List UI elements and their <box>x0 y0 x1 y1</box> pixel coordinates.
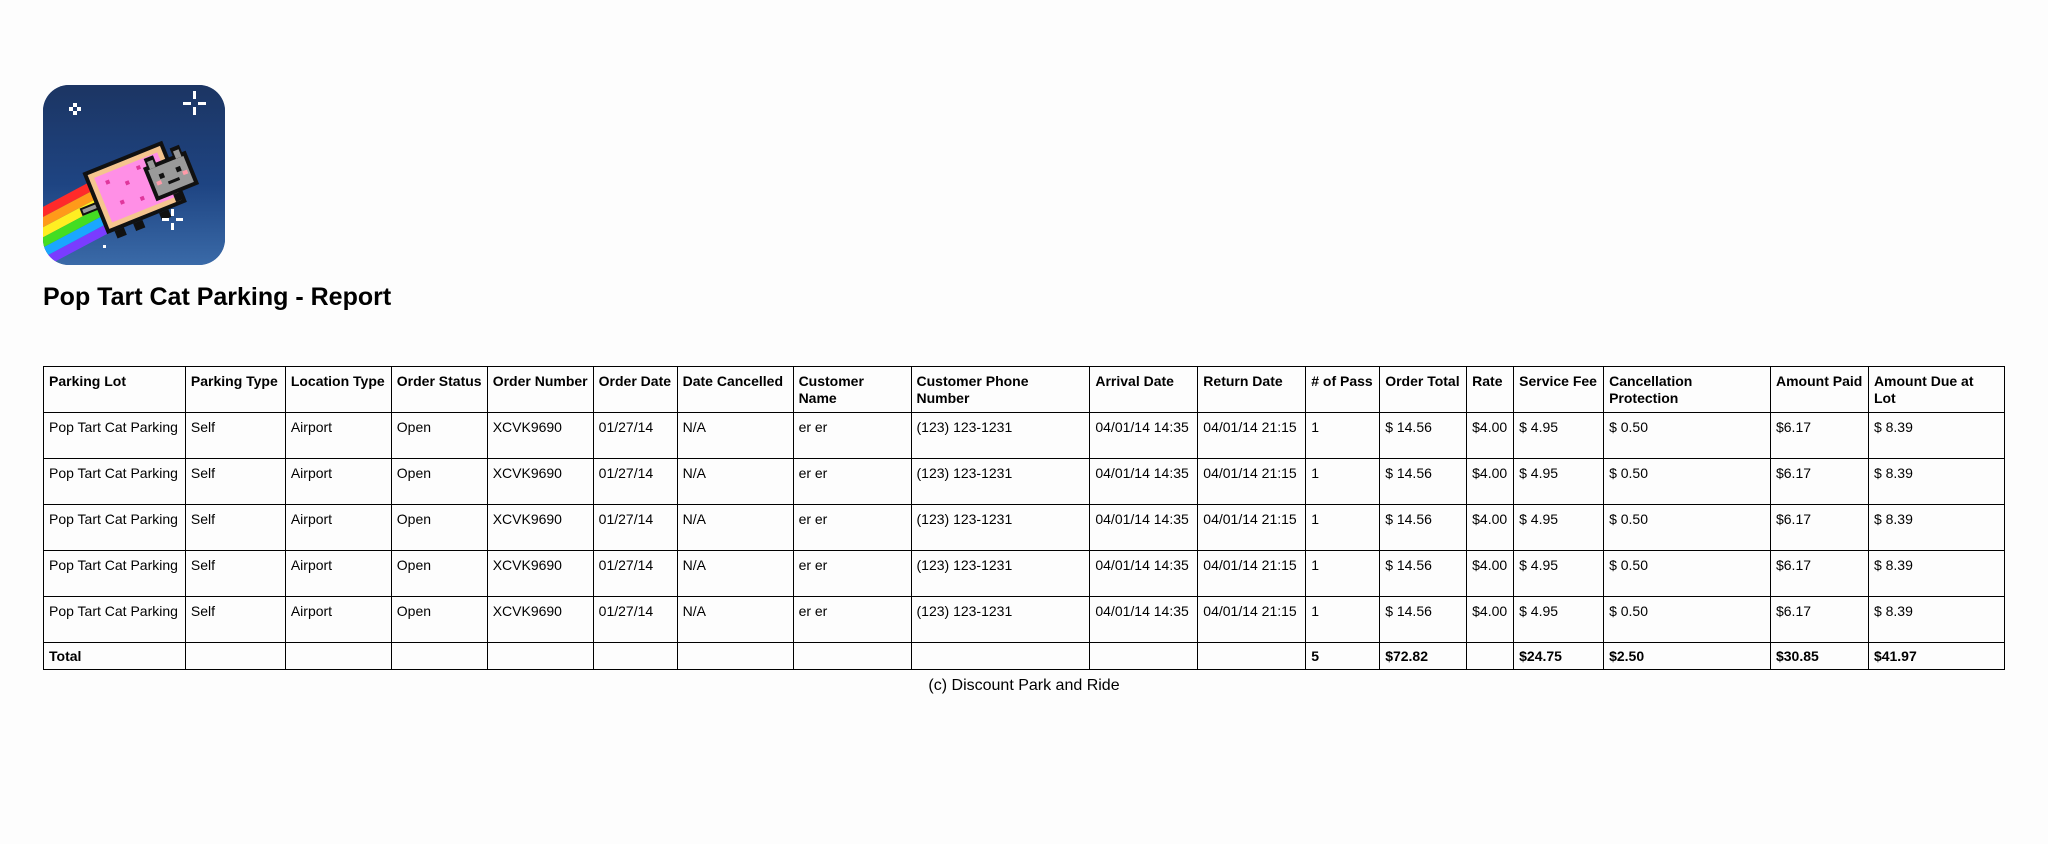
column-header: Order Status <box>391 367 487 413</box>
table-cell: $ 4.95 <box>1514 459 1604 505</box>
table-cell: $4.00 <box>1467 597 1514 643</box>
column-header: Order Total <box>1380 367 1467 413</box>
table-cell: Open <box>391 551 487 597</box>
table-cell: Open <box>391 459 487 505</box>
total-cell: $30.85 <box>1770 643 1868 670</box>
table-cell: $ 8.39 <box>1868 597 2004 643</box>
table-cell: Airport <box>285 551 391 597</box>
copyright-footer: (c) Discount Park and Ride <box>928 677 1120 694</box>
table-cell: $ 4.95 <box>1514 551 1604 597</box>
total-cell <box>1198 643 1306 670</box>
table-cell: XCVK9690 <box>487 413 593 459</box>
table-cell: 04/01/14 21:15 <box>1198 551 1306 597</box>
table-cell: 1 <box>1306 459 1380 505</box>
total-cell <box>1467 643 1514 670</box>
table-cell: Pop Tart Cat Parking <box>44 413 186 459</box>
total-cell <box>487 643 593 670</box>
table-cell: N/A <box>677 413 793 459</box>
table-cell: $ 8.39 <box>1868 551 2004 597</box>
column-header: Customer Phone Number <box>911 367 1090 413</box>
table-cell: Open <box>391 597 487 643</box>
total-cell: Total <box>44 643 186 670</box>
table-cell: 04/01/14 21:15 <box>1198 505 1306 551</box>
table-total-row <box>44 643 2005 670</box>
table-cell: $ 8.39 <box>1868 459 2004 505</box>
table-cell: Self <box>185 459 285 505</box>
table-cell: $4.00 <box>1467 505 1514 551</box>
total-cell <box>593 643 677 670</box>
table-cell: XCVK9690 <box>487 505 593 551</box>
table-cell: $ 14.56 <box>1380 551 1467 597</box>
table-cell: N/A <box>677 551 793 597</box>
table-cell: 04/01/14 14:35 <box>1090 551 1198 597</box>
table-cell: N/A <box>677 597 793 643</box>
report-title: Pop Tart Cat Parking - Report <box>43 283 392 311</box>
table-cell: (123) 123-1231 <box>911 505 1090 551</box>
total-cell <box>391 643 487 670</box>
table-cell: Self <box>185 413 285 459</box>
table-cell: Airport <box>285 459 391 505</box>
table-cell: $6.17 <box>1770 597 1868 643</box>
total-cell: $2.50 <box>1604 643 1771 670</box>
table-cell: $ 14.56 <box>1380 413 1467 459</box>
total-cell <box>911 643 1090 670</box>
column-header: Order Date <box>593 367 677 413</box>
table-cell: $ 0.50 <box>1604 551 1771 597</box>
table-cell: er er <box>793 505 911 551</box>
nyan-cat-logo-icon <box>43 85 225 265</box>
table-cell: Self <box>185 505 285 551</box>
column-header: Arrival Date <box>1090 367 1198 413</box>
column-header: Location Type <box>285 367 391 413</box>
table-cell: $ 8.39 <box>1868 413 2004 459</box>
table-cell: $ 0.50 <box>1604 459 1771 505</box>
table-cell: 1 <box>1306 551 1380 597</box>
table-cell: 1 <box>1306 597 1380 643</box>
table-cell: Pop Tart Cat Parking <box>44 505 186 551</box>
table-row <box>44 459 2005 505</box>
total-cell: $24.75 <box>1514 643 1604 670</box>
table-cell: $ 4.95 <box>1514 597 1604 643</box>
table-row <box>44 551 2005 597</box>
total-cell <box>285 643 391 670</box>
table-cell: Self <box>185 551 285 597</box>
column-header: Return Date <box>1198 367 1306 413</box>
table-body <box>44 413 2005 643</box>
table-cell: $ 14.56 <box>1380 597 1467 643</box>
table-cell: er er <box>793 413 911 459</box>
table-cell: $4.00 <box>1467 413 1514 459</box>
column-header: Amount Paid <box>1770 367 1868 413</box>
total-cell <box>677 643 793 670</box>
table-cell: 04/01/14 14:35 <box>1090 459 1198 505</box>
table-cell: 1 <box>1306 505 1380 551</box>
table-cell: Pop Tart Cat Parking <box>44 459 186 505</box>
table-cell: Self <box>185 597 285 643</box>
table-cell: $6.17 <box>1770 413 1868 459</box>
table-cell: $ 4.95 <box>1514 505 1604 551</box>
table-cell: $4.00 <box>1467 459 1514 505</box>
table-cell: N/A <box>677 459 793 505</box>
table-cell: 04/01/14 21:15 <box>1198 597 1306 643</box>
table-cell: Airport <box>285 505 391 551</box>
table-cell: $4.00 <box>1467 551 1514 597</box>
table-cell: 04/01/14 14:35 <box>1090 505 1198 551</box>
table-row <box>44 597 2005 643</box>
table-cell: $6.17 <box>1770 505 1868 551</box>
total-cell <box>185 643 285 670</box>
table-cell: Airport <box>285 413 391 459</box>
table-cell: (123) 123-1231 <box>911 597 1090 643</box>
table-cell: 01/27/14 <box>593 413 677 459</box>
total-cell: $41.97 <box>1868 643 2004 670</box>
table-row <box>44 505 2005 551</box>
table-cell: 01/27/14 <box>593 505 677 551</box>
table-cell: 01/27/14 <box>593 459 677 505</box>
table-cell: $ 8.39 <box>1868 505 2004 551</box>
table-cell: XCVK9690 <box>487 459 593 505</box>
table-header-row <box>44 367 2005 413</box>
total-cell: 5 <box>1306 643 1380 670</box>
table-cell: 1 <box>1306 413 1380 459</box>
table-cell: 04/01/14 14:35 <box>1090 413 1198 459</box>
table-cell: $6.17 <box>1770 551 1868 597</box>
table-cell: (123) 123-1231 <box>911 459 1090 505</box>
table-cell: 01/27/14 <box>593 597 677 643</box>
table-cell: Open <box>391 505 487 551</box>
table-cell: (123) 123-1231 <box>911 413 1090 459</box>
column-header: Date Cancelled <box>677 367 793 413</box>
column-header: Amount Due at Lot <box>1868 367 2004 413</box>
table-cell: (123) 123-1231 <box>911 551 1090 597</box>
table-cell: $ 0.50 <box>1604 413 1771 459</box>
table-cell: Airport <box>285 597 391 643</box>
column-header: Order Number <box>487 367 593 413</box>
table-cell: Pop Tart Cat Parking <box>44 551 186 597</box>
table-row <box>44 413 2005 459</box>
table-cell: 04/01/14 14:35 <box>1090 597 1198 643</box>
table-cell: Pop Tart Cat Parking <box>44 597 186 643</box>
column-header: # of Pass <box>1306 367 1380 413</box>
column-header: Parking Type <box>185 367 285 413</box>
table-cell: XCVK9690 <box>487 597 593 643</box>
total-cell: $72.82 <box>1380 643 1467 670</box>
column-header: Parking Lot <box>44 367 186 413</box>
table-cell: $ 0.50 <box>1604 597 1771 643</box>
column-header: Cancellation Protection <box>1604 367 1771 413</box>
report-table <box>43 366 2005 670</box>
table-cell: N/A <box>677 505 793 551</box>
column-header: Rate <box>1467 367 1514 413</box>
table-cell: 04/01/14 21:15 <box>1198 413 1306 459</box>
table-cell: XCVK9690 <box>487 551 593 597</box>
table-cell: er er <box>793 597 911 643</box>
table-cell: Open <box>391 413 487 459</box>
table-cell: er er <box>793 459 911 505</box>
total-cell <box>1090 643 1198 670</box>
table-cell: $ 0.50 <box>1604 505 1771 551</box>
table-cell: $ 14.56 <box>1380 505 1467 551</box>
table-cell: 01/27/14 <box>593 551 677 597</box>
table-cell: $6.17 <box>1770 459 1868 505</box>
column-header: Customer Name <box>793 367 911 413</box>
column-header: Service Fee <box>1514 367 1604 413</box>
table-cell: 04/01/14 21:15 <box>1198 459 1306 505</box>
table-cell: $ 4.95 <box>1514 413 1604 459</box>
table-cell: $ 14.56 <box>1380 459 1467 505</box>
table-cell: er er <box>793 551 911 597</box>
total-cell <box>793 643 911 670</box>
